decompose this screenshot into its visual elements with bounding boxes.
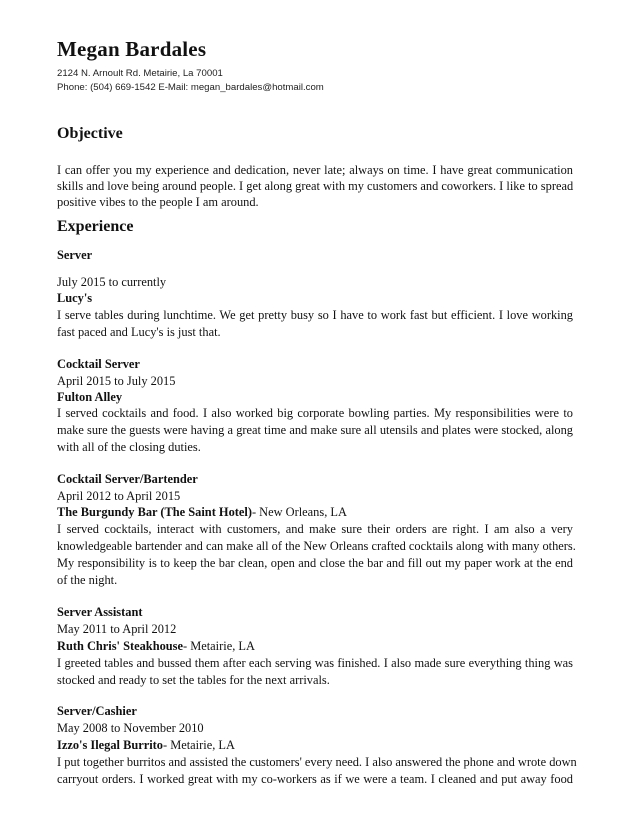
job-desc-line: fast paced and Lucy's is just that.: [57, 325, 221, 339]
job-employer-line: [57, 505, 347, 520]
job-desc-line: of the night.: [57, 573, 118, 587]
address-line: 2124 N. Arnoult Rd. Metairie, La 70001: [57, 68, 223, 79]
job-role: Server: [57, 248, 93, 262]
job-employer: Fulton Alley: [57, 390, 123, 404]
job-employer: Lucy's: [57, 291, 93, 305]
job-dates: April 2015 to July 2015: [57, 374, 176, 388]
job-role: Cocktail Server/Bartender: [57, 472, 198, 486]
job-dates: April 2012 to April 2015: [57, 489, 181, 503]
job-desc-line: I serve tables during lunchtime. We get pretty busy so I have to work fast but efficient. I love working: [57, 308, 573, 322]
experience-heading: Experience: [57, 218, 134, 235]
job-role: Cocktail Server: [57, 357, 140, 371]
job-desc-line: I served cocktails and food. I also worked big corporate bowling parties. My responsibilities were to: [57, 406, 573, 420]
job-desc-line: My responsibility is to keep the bar clean, open and close the bar and fill out my paper work at the end: [57, 556, 573, 570]
job-dates: May 2008 to November 2010: [57, 721, 204, 735]
job-desc-line: with all of the closing duties.: [57, 440, 201, 454]
job-role: Server Assistant: [57, 605, 143, 619]
job-desc-line: stocked and ready to set the tables for the next arrivals.: [57, 673, 330, 687]
job-location: - Metairie, LA: [163, 738, 235, 752]
objective-line: skills and love being around people. I get along great with my customers and coworkers. I like to spread: [57, 179, 574, 193]
job-desc-line: I put together burritos and assisted the customers' every need. I also answered the phone and wrote down: [57, 755, 577, 769]
job-employer: The Burgundy Bar (The Saint Hotel): [57, 505, 252, 519]
job-desc-line: I greeted tables and bussed them after each serving was finished. I also made sure everything thing was: [57, 656, 573, 670]
job-dates: July 2015 to currently: [57, 275, 167, 289]
job-desc-line: make sure the guests were having a great time and make sure all utensils and plates were stocked, along: [57, 423, 573, 437]
job-role: Server/Cashier: [57, 704, 137, 718]
job-employer-line: [57, 390, 122, 405]
objective-heading: Objective: [57, 125, 123, 142]
objective-line: I can offer you my experience and dedication, never late; always on time. I have great communication: [57, 163, 573, 177]
contact-line: Phone: (504) 669-1542 E-Mail: megan_bardales@hotmail.com: [57, 82, 324, 93]
job-location: - New Orleans, LA: [251, 505, 347, 519]
job-employer-line: [57, 291, 92, 306]
objective-line: positive vibes to the people I am around.: [57, 195, 259, 209]
job-employer: Izzo's Ilegal Burrito: [57, 738, 163, 752]
job-desc-line: knowledgeable bartender and can make all of the New Orleans crafted cocktails along with many others.: [57, 539, 576, 553]
job-employer-line: [57, 738, 235, 753]
job-employer: Ruth Chris' Steakhouse: [57, 639, 183, 653]
job-desc-line: I served cocktails, interact with customers, and make sure their orders are right. I am also a very: [57, 522, 573, 536]
job-desc-line: carryout orders. I worked great with my co-workers as if we were a team. I cleaned and put away food: [57, 772, 573, 786]
job-location: - Metairie, LA: [183, 639, 255, 653]
job-dates: May 2011 to April 2012: [57, 622, 177, 636]
job-employer-line: [57, 639, 255, 654]
applicant-name: Megan Bardales: [57, 37, 207, 61]
